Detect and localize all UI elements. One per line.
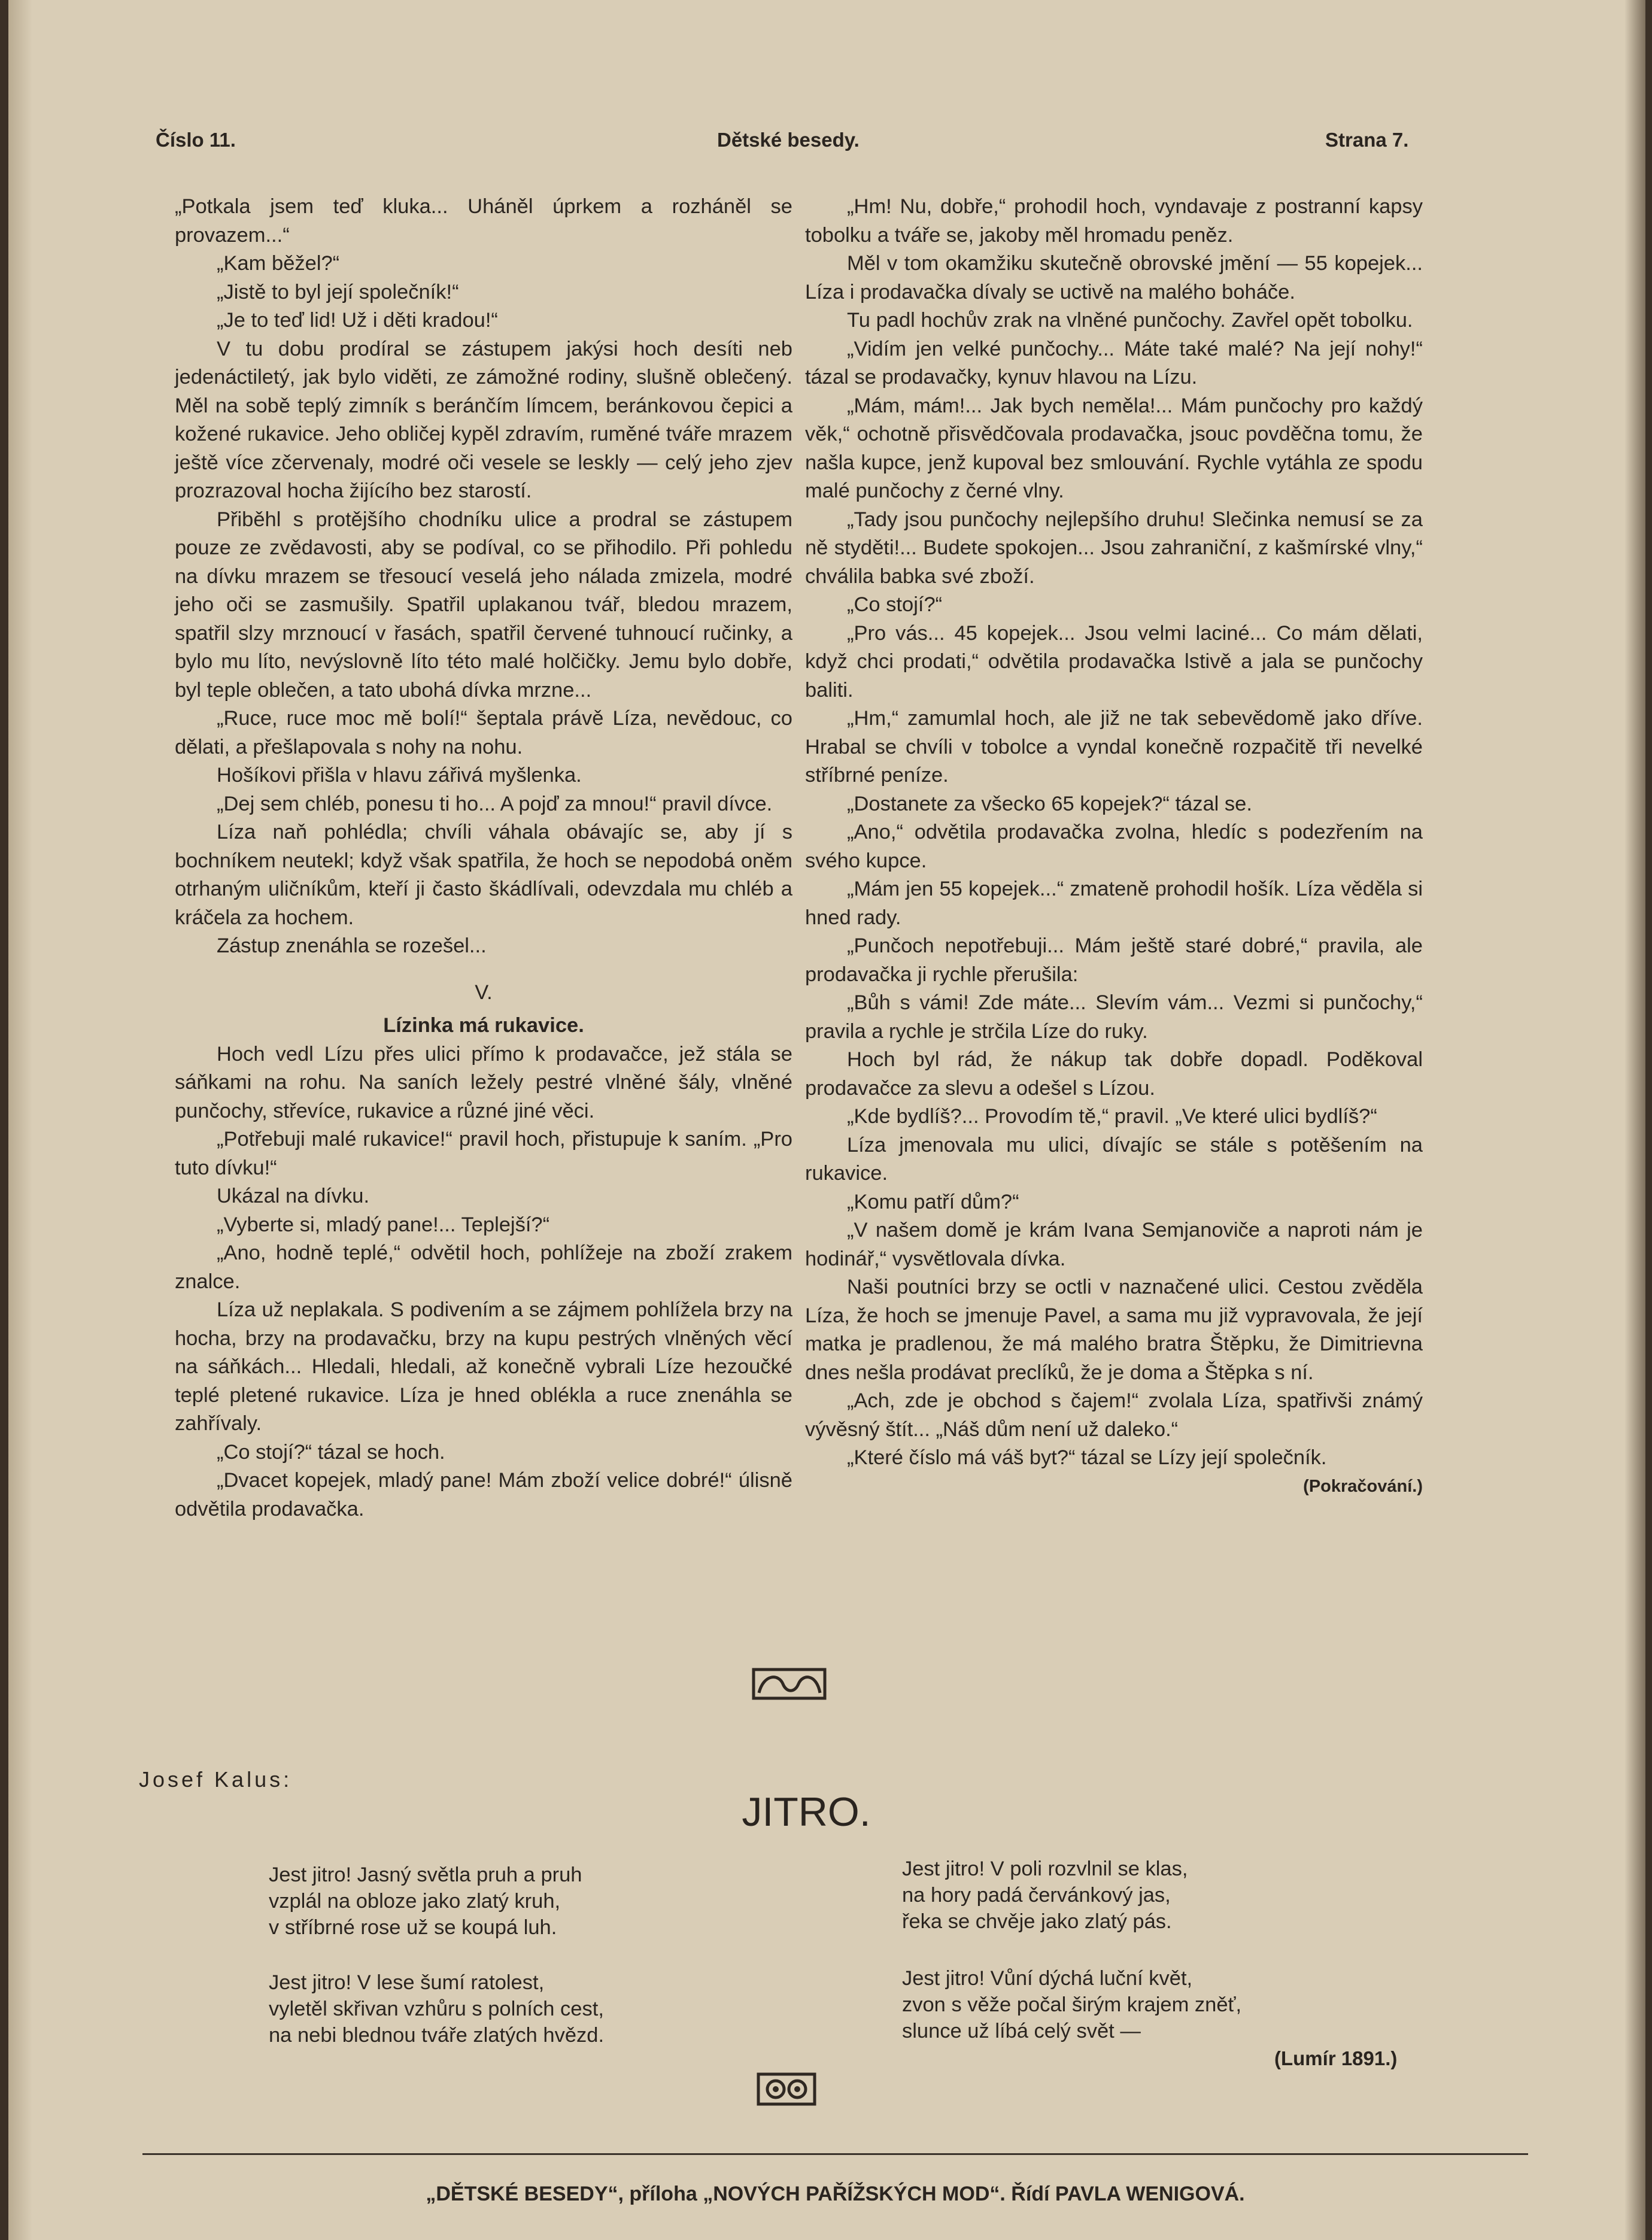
poem-line: Jest jitro! V poli rozvlnil se klas, — [902, 1857, 1188, 1880]
poem-stanza-1 — [269, 1862, 582, 1941]
poem-line: řeka se chvěje jako zlatý pás. — [902, 1910, 1172, 1933]
paragraph: „Pro vás... 45 kopejek... Jsou velmi laciné... Co mám dělati, když chci prodati,“ odvětila prodavačka lstivě a jala se punčochy baliti. — [805, 621, 1423, 702]
paragraph: „Potkala jsem teď kluka... Uháněl úprkem a rozháněl se provazem...“ — [175, 195, 792, 247]
periodical-title: Dětské besedy. — [717, 129, 860, 151]
paragraph: Líza jmenovala mu ulici, dívajíc se stále s potěšením na rukavice. — [805, 1133, 1423, 1185]
chapter-number: V. — [475, 981, 493, 1004]
poem-stanza-2 — [269, 1969, 604, 2048]
paragraph: „Co stojí?“ tázal se hoch. — [217, 1440, 445, 1464]
paragraph: „Vyberte si, mladý pane!... Teplejší?“ — [217, 1213, 550, 1236]
poem-line: v stříbrné rose už se koupá luh. — [269, 1916, 557, 1939]
paragraph: V tu dobu prodíral se zástupem jakýsi hoch desíti neb jedenáctiletý, jak bylo viděti, ze zámožné rodiny, slušně oblečený. Měl na sobě teplý zimník s beránčím límcem, beránkovou čepici a kožené rukavice. Jeho obličej kypěl zdravím, ruměné tváře mrazem ještě více zčervenaly, modré oči vesele se leskly — celý jeho zjev prozrazoval hocha žijícího bez starostí. — [175, 337, 792, 502]
poem-line: Jest jitro! Vůní dýchá luční květ, — [902, 1967, 1193, 1990]
footer-imprint: „DĚTSKÉ BESEDY“, příloha „NOVÝCH PAŘÍŽSKÝCH MOD“. Řídí PAVLA WENIGOVÁ. — [426, 2183, 1245, 2205]
paragraph: „Ach, zde je obchod s čajem!“ zvolala Líza, spatřivši známý vývěsný štít... „Náš dům není už daleko.“ — [805, 1389, 1423, 1441]
poem-line: vyletěl skřivan vzhůru s polních cest, — [269, 1998, 604, 2020]
continued-note: (Pokračování.) — [1303, 1476, 1423, 1496]
paragraph: „V našem domě je krám Ivana Semjanoviče a naproti nám je hodinář,“ vysvětlovala dívka. — [805, 1219, 1423, 1270]
page-edge-right — [1624, 0, 1645, 2240]
paragraph: „Ano,“ odvětila prodavačka zvolna, hledíc s podezřením na svého kupce. — [805, 821, 1423, 872]
paragraph: „Punčoch nepotřebuji... Mám ještě staré dobré,“ pravila, ale prodavačka ji rychle přerušila: — [805, 934, 1423, 986]
right-paragraphs — [805, 193, 1423, 1473]
page — [8, 0, 1645, 2240]
paragraph: „Kde bydlíš?... Provodím tě,“ pravil. „Ve které ulici bydlíš?“ — [847, 1105, 1377, 1128]
page-edge-left — [8, 0, 32, 2240]
paragraph: „Ruce, ruce moc mě bolí!“ šeptala právě Líza, nevědouc, co dělati, a přešlapovala s nohy na nohu. — [175, 707, 792, 758]
paragraph: „Dvacet kopejek, mladý pane! Mám zboží velice dobré!“ úlisně odvětila prodavačka. — [175, 1469, 792, 1520]
poem-author: Josef Kalus: — [139, 1767, 293, 1792]
ornament-icon — [752, 1668, 827, 1700]
poem-line: na nebi blednou tváře zlatých hvězd. — [269, 2024, 605, 2047]
poem-line: na hory padá červánkový jas, — [902, 1884, 1171, 1907]
paragraph: Hošíkovi přišla v hlavu zářivá myšlenka. — [217, 764, 582, 787]
paragraph: „Kam běžel?“ — [217, 252, 340, 275]
paragraph: Hoch vedl Lízu přes ulici přímo k prodavačce, jež stála se sáňkami na rohu. Na saních ležely pestré vlněné šály, vlněné punčochy, střevíce, rukavice a různé jiné věci. — [175, 1042, 792, 1122]
footer-rule — [142, 2153, 1528, 2155]
paragraph: „Mám jen 55 kopejek...“ zmateně prohodil hošík. Líza věděla si hned rady. — [805, 878, 1423, 929]
paragraph: „Dej sem chléb, ponesu ti ho... A pojď za mnou!“ pravil dívce. — [217, 792, 773, 815]
paragraph: „Které číslo má váš byt?“ tázal se Lízy její společník. — [847, 1446, 1327, 1469]
paragraph: Zástup znenáhla se rozešel... — [217, 934, 487, 957]
paragraph: „Jistě to byl její společník!“ — [217, 280, 459, 303]
paragraph: „Je to teď lid! Už i děti kradou!“ — [217, 309, 498, 332]
paragraph: „Bůh s vámi! Zde máte... Slevím vám... Vezmi si punčochy,“ pravila a rychle je strčila Líze do ruky. — [805, 991, 1423, 1043]
paragraph: Přiběhl s protějšího chodníku ulice a prodral se zástupem pouze ze zvědavosti, aby se podíval, co se přihodilo. Při pohledu na dívku mrazem se třesoucí veselá jeho nálada zmizela, modré jeho oči se zasmušily. Spatřil uplakanou tvář, bledou mrazem, spatřil slzy mrznoucí v řasách, spatřil červené tuhnoucí ručinky, a bylo mu líto, nevýslovně líto této malé holčičky. Jemu bylo dobře, byl teple oblečen, a tato ubohá dívka mrzne... — [175, 508, 792, 702]
paragraph: „Vidím jen velké punčochy... Máte také malé? Na její nohy!“ tázal se prodavačky, kynuv hlavou na Lízu. — [805, 337, 1423, 388]
poem-title: JITRO. — [742, 1789, 871, 1835]
paragraph: Měl v tom okamžiku skutečně obrovské jmění — 55 kopejek... Líza i prodavačka dívaly se uctivě na malého boháče. — [805, 252, 1423, 303]
right-column — [805, 193, 1423, 1501]
poem-line: slunce už líbá celý svět — — [902, 2020, 1141, 2042]
poem-line: vzplál na obloze jako zlatý kruh, — [269, 1890, 561, 1913]
paragraph: „Mám, mám!... Jak bych neměla!... Mám punčochy pro každý věk,“ ochotně přisvědčovala prodavačka, jsouc povděčna tomu, že našla kupce, jenž kupoval bez smlouvání. Rychle vytáhla ze spodu malé punčochy z černé vlny. — [805, 394, 1423, 502]
issue-number: Číslo 11. — [156, 129, 236, 151]
paragraph: Naši poutníci brzy se octli v naznačené ulici. Cestou zvěděla Líza, že hoch se jmenuje Pavel, a sama mu již vypravovala, že její matka je pradlenou, že má malého bratra Štěpku, že Dimitrievna dnes nešla prodávat preclíků, že je doma a Štěpka s ní. — [805, 1276, 1423, 1384]
poem-source: (Lumír 1891.) — [1274, 2047, 1398, 2069]
poem-line: zvon s věže počal širým krajem zněť, — [902, 1993, 1242, 2016]
ornament-icon — [757, 2072, 816, 2106]
paragraph: „Potřebuji malé rukavice!“ pravil hoch, přistupuje k saním. „Pro tuto dívku!“ — [175, 1128, 792, 1179]
paragraph: „Co stojí?“ — [847, 593, 943, 616]
paragraph: „Tady jsou punčochy nejlepšího druhu! Slečinka nemusí se za ně styděti!... Budete spokojen... Jsou zahraniční, z kašmírské vlny,“ chválila babka své zboží. — [805, 508, 1423, 588]
left-column — [175, 193, 792, 1523]
poem-stanza-3 — [902, 1856, 1188, 1935]
paragraph: Líza naň pohlédla; chvíli váhala obávajíc se, aby jí s bochníkem neutekl; když však spatřila, že hoch se nepodobá oněm otrhaným uličníkům, kteří ji často škádlívali, odevzdala mu chléb a kráčela za hochem. — [175, 821, 792, 929]
paragraph: „Komu patří dům?“ — [847, 1190, 1019, 1213]
page-number: Strana 7. — [1325, 129, 1409, 151]
poem-line: Jest jitro! Jasný světla pruh a pruh — [269, 1863, 582, 1886]
paragraph: Líza už neplakala. S podivením a se zájmem pohlížela brzy na hocha, brzy na prodavačku, brzy na kupu pestrých vlněných věcí na sáňkách... Hledali, hledali, až konečně vybrali Líze hezoučké teplé pletené rukavice. Líza je hned oblékla a ruce znenáhla se zahřívaly. — [175, 1298, 792, 1435]
paragraph: Tu padl hochův zrak na vlněné punčochy. Zavřel opět tobolku. — [847, 309, 1413, 332]
paragraph: Ukázal na dívku. — [217, 1185, 370, 1207]
paragraph: „Hm! Nu, dobře,“ prohodil hoch, vyndavaje z postranní kapsy tobolku a tváře se, jakoby měl hromadu peněz. — [805, 195, 1423, 247]
left-paragraphs — [175, 193, 792, 961]
paragraph: „Dostanete za všecko 65 kopejek?“ tázal se. — [847, 792, 1252, 815]
paragraph: Hoch byl rád, že nákup tak dobře dopadl. Poděkoval prodavačce za slevu a odešel s Lízou. — [805, 1048, 1423, 1100]
left-paragraphs-2 — [175, 1040, 792, 1524]
paragraph: „Hm,“ zamumlal hoch, ale již ne tak sebevědomě jako dříve. Hrabal se chvíli v tobolce a vyndal konečně rozpačitě tři nevelké stříbrné peníze. — [805, 707, 1423, 787]
poem-line: Jest jitro! V lese šumí ratolest, — [269, 1971, 545, 1994]
poem-stanza-4 — [902, 1965, 1241, 2044]
chapter-title: Lízinka má rukavice. — [383, 1014, 584, 1037]
paragraph: „Ano, hodně teplé,“ odvětil hoch, pohlížeje na zboží zrakem znalce. — [175, 1242, 792, 1293]
